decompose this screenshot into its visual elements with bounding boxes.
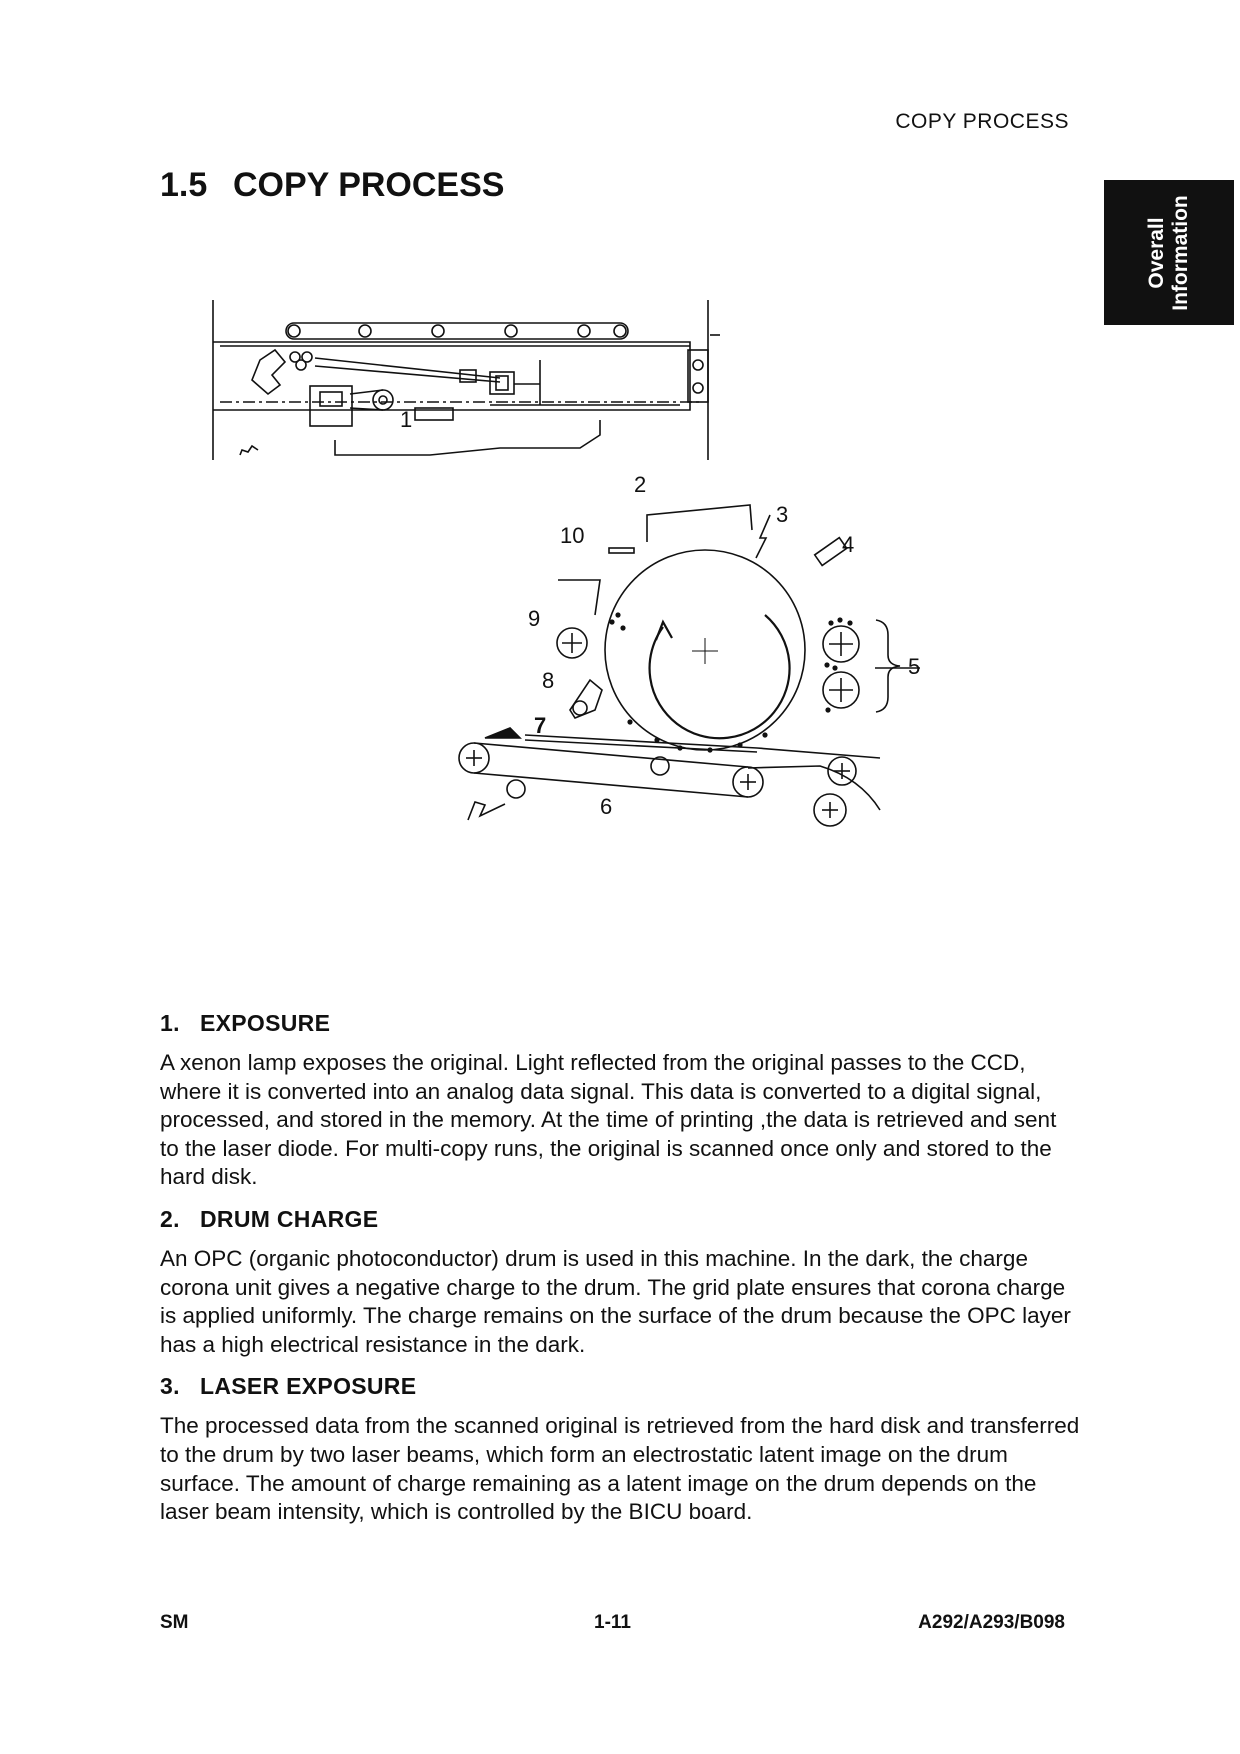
step-title: LASER EXPOSURE	[200, 1373, 417, 1400]
section-title-text: COPY PROCESS	[233, 166, 505, 204]
callout-6: 6	[600, 794, 613, 819]
footer-page-number: 1-11	[594, 1612, 631, 1633]
callout-10: 10	[560, 523, 585, 548]
step-text-drum-charge: An OPC (organic photoconductor) drum is used in this machine. In the dark, the charge corona unit gives a negative charge to the drum. The grid plate ensures that corona charge is applied uniformly. The charge remains on the surface of the drum because the OPC layer has a high electrical resistance in the dark.	[160, 1245, 1071, 1357]
callout-1: 1	[400, 407, 413, 432]
callout-2: 2	[634, 472, 647, 497]
running-head: COPY PROCESS	[895, 110, 1069, 133]
footer-model-numbers: A292/A293/B098	[918, 1612, 1065, 1633]
step-text-laser-exposure: The processed data from the scanned original is retrieved from the hard disk and transferred to the drum by two laser beams, which form an electrostatic latent image on the drum surface. The amount of charge remaining as a latent image on the drum depends on the laser beam intensity, which is controlled by the BICU board.	[160, 1413, 1080, 1525]
step-text-exposure: A xenon lamp exposes the original. Light reflected from the original passes to the CCD, where it is converted into an analog data signal. This data is converted to a digital signal, processed, and stored in the memory. At the time of printing ,the data is retrieved and sent to the laser diode. For multi-copy runs, the original is scanned once only and stored to the hard disk.	[160, 1050, 1057, 1190]
callout-9: 9	[528, 606, 541, 631]
step-number: 2.	[160, 1205, 180, 1232]
section-number: 1.5	[160, 166, 208, 204]
step-heading-exposure	[160, 1010, 1080, 1037]
footer-manual-code: SM	[160, 1612, 189, 1633]
callout-7: 7	[534, 713, 547, 738]
section-side-tab	[1104, 180, 1234, 325]
callout-5: 5	[908, 654, 921, 679]
diagram-svg	[200, 290, 1000, 930]
scanner-unit	[213, 300, 720, 460]
step-number: 3.	[160, 1373, 180, 1400]
step-heading-laser-exposure	[160, 1373, 1080, 1400]
process-steps	[160, 1010, 1080, 1541]
step-number: 1.	[160, 1010, 180, 1036]
page-footer	[160, 1612, 1065, 1638]
step-heading-drum-charge	[160, 1206, 1080, 1233]
side-tab-line-1: Overall	[1145, 216, 1168, 289]
paper-direction-arrow	[485, 728, 520, 738]
callout-4: 4	[842, 532, 855, 557]
step-title: DRUM CHARGE	[200, 1205, 379, 1232]
callout-3: 3	[776, 502, 789, 527]
side-tab-label	[1145, 195, 1193, 311]
side-tab-line-2: Information	[1169, 194, 1192, 311]
copy-process-diagram	[200, 290, 1000, 930]
callout-8: 8	[542, 668, 555, 693]
section-title	[160, 166, 504, 205]
step-title: EXPOSURE	[200, 1010, 331, 1036]
